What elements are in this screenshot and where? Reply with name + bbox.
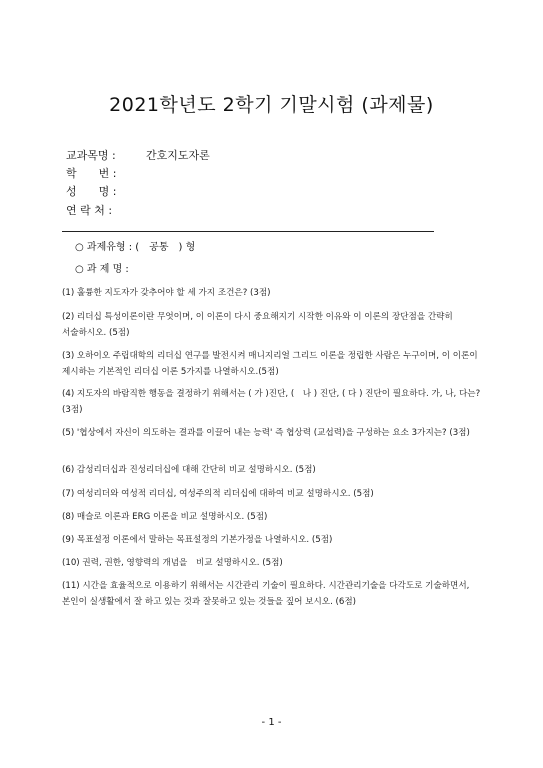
- question-10: (10) 권력, 권한, 영향력의 개념을 비교 설명하시오. (5점): [62, 558, 283, 568]
- question-7: (7) 여성리더와 여성적 리더십, 여성주의적 리더십에 대하여 비교 설명하시오. (5점): [62, 489, 374, 499]
- course-value: 간호지도자론: [146, 149, 210, 162]
- assignment-subject: ○ 과 제 명 :: [75, 264, 129, 275]
- course-row: [66, 149, 210, 163]
- question-3: (3) 오하이오 주립대학의 리더십 연구를 발전시켜 매니지리얼 그리드 이론을 정립한 사람은 누구이며, 이 이론이 제시하는 기본적인 리더십 이론 5가지를 나열하시오.(5점): [62, 351, 478, 377]
- student-name-row: [66, 185, 146, 199]
- page-number: - 1 -: [261, 717, 282, 728]
- divider: [62, 231, 434, 232]
- question-4: (4) 지도자의 바람직한 행동을 결정하기 위해서는 ( 가 )진단, ( 나 ) 진단, ( 다 ) 진단이 필요하다. 가, 나, 다는? (3점): [62, 389, 481, 415]
- question-6: (6) 감성리더십과 진성리더십에 대해 간단히 비교 설명하시오. (5점): [62, 465, 316, 475]
- question-5: (5) '협상에서 자신이 의도하는 결과를 이끌어 내는 능력' 즉 협상력 (교섭력)을 구성하는 요소 3가지는? (3점): [62, 428, 470, 438]
- page-title: 2021학년도 2학기 기말시험 (과제물): [109, 94, 434, 116]
- question-11: (11) 시간을 효율적으로 이용하기 위해서는 시간관리 기술이 필요하다. 시간관리기술을 다각도로 기술하면서, 본인이 실생활에서 잘 하고 있는 것과 잘못하고 있는 것들을 짚어 보시오. (6점): [62, 581, 470, 607]
- student-id-row: [66, 167, 146, 181]
- question-1: (1) 훌륭한 지도자가 갖추어야 할 세 가지 조건은? (3점): [62, 288, 271, 298]
- question-2: (2) 리더십 특성이론이란 무엇이며, 이 이론이 다시 중요해지기 시작한 이유와 이 이론의 장단점을 간략히 서술하시오. (5점): [62, 312, 453, 338]
- question-8: (8) 매슬로 이론과 ERG 이론을 비교 설명하시오. (5점): [62, 512, 268, 522]
- assignment-type: ○ 과제유형 : ( 공통 ) 형: [75, 242, 196, 253]
- contact-row: [66, 204, 146, 218]
- student-name-label: 성 명 :: [66, 185, 117, 198]
- question-9: (9) 목표설정 이론에서 말하는 목표설정의 기본가정을 나열하시오. (5점): [62, 535, 333, 545]
- course-label: 교과목명 :: [66, 149, 116, 162]
- contact-label: 연 락 처 :: [66, 204, 113, 217]
- student-id-label: 학 번 :: [66, 167, 117, 180]
